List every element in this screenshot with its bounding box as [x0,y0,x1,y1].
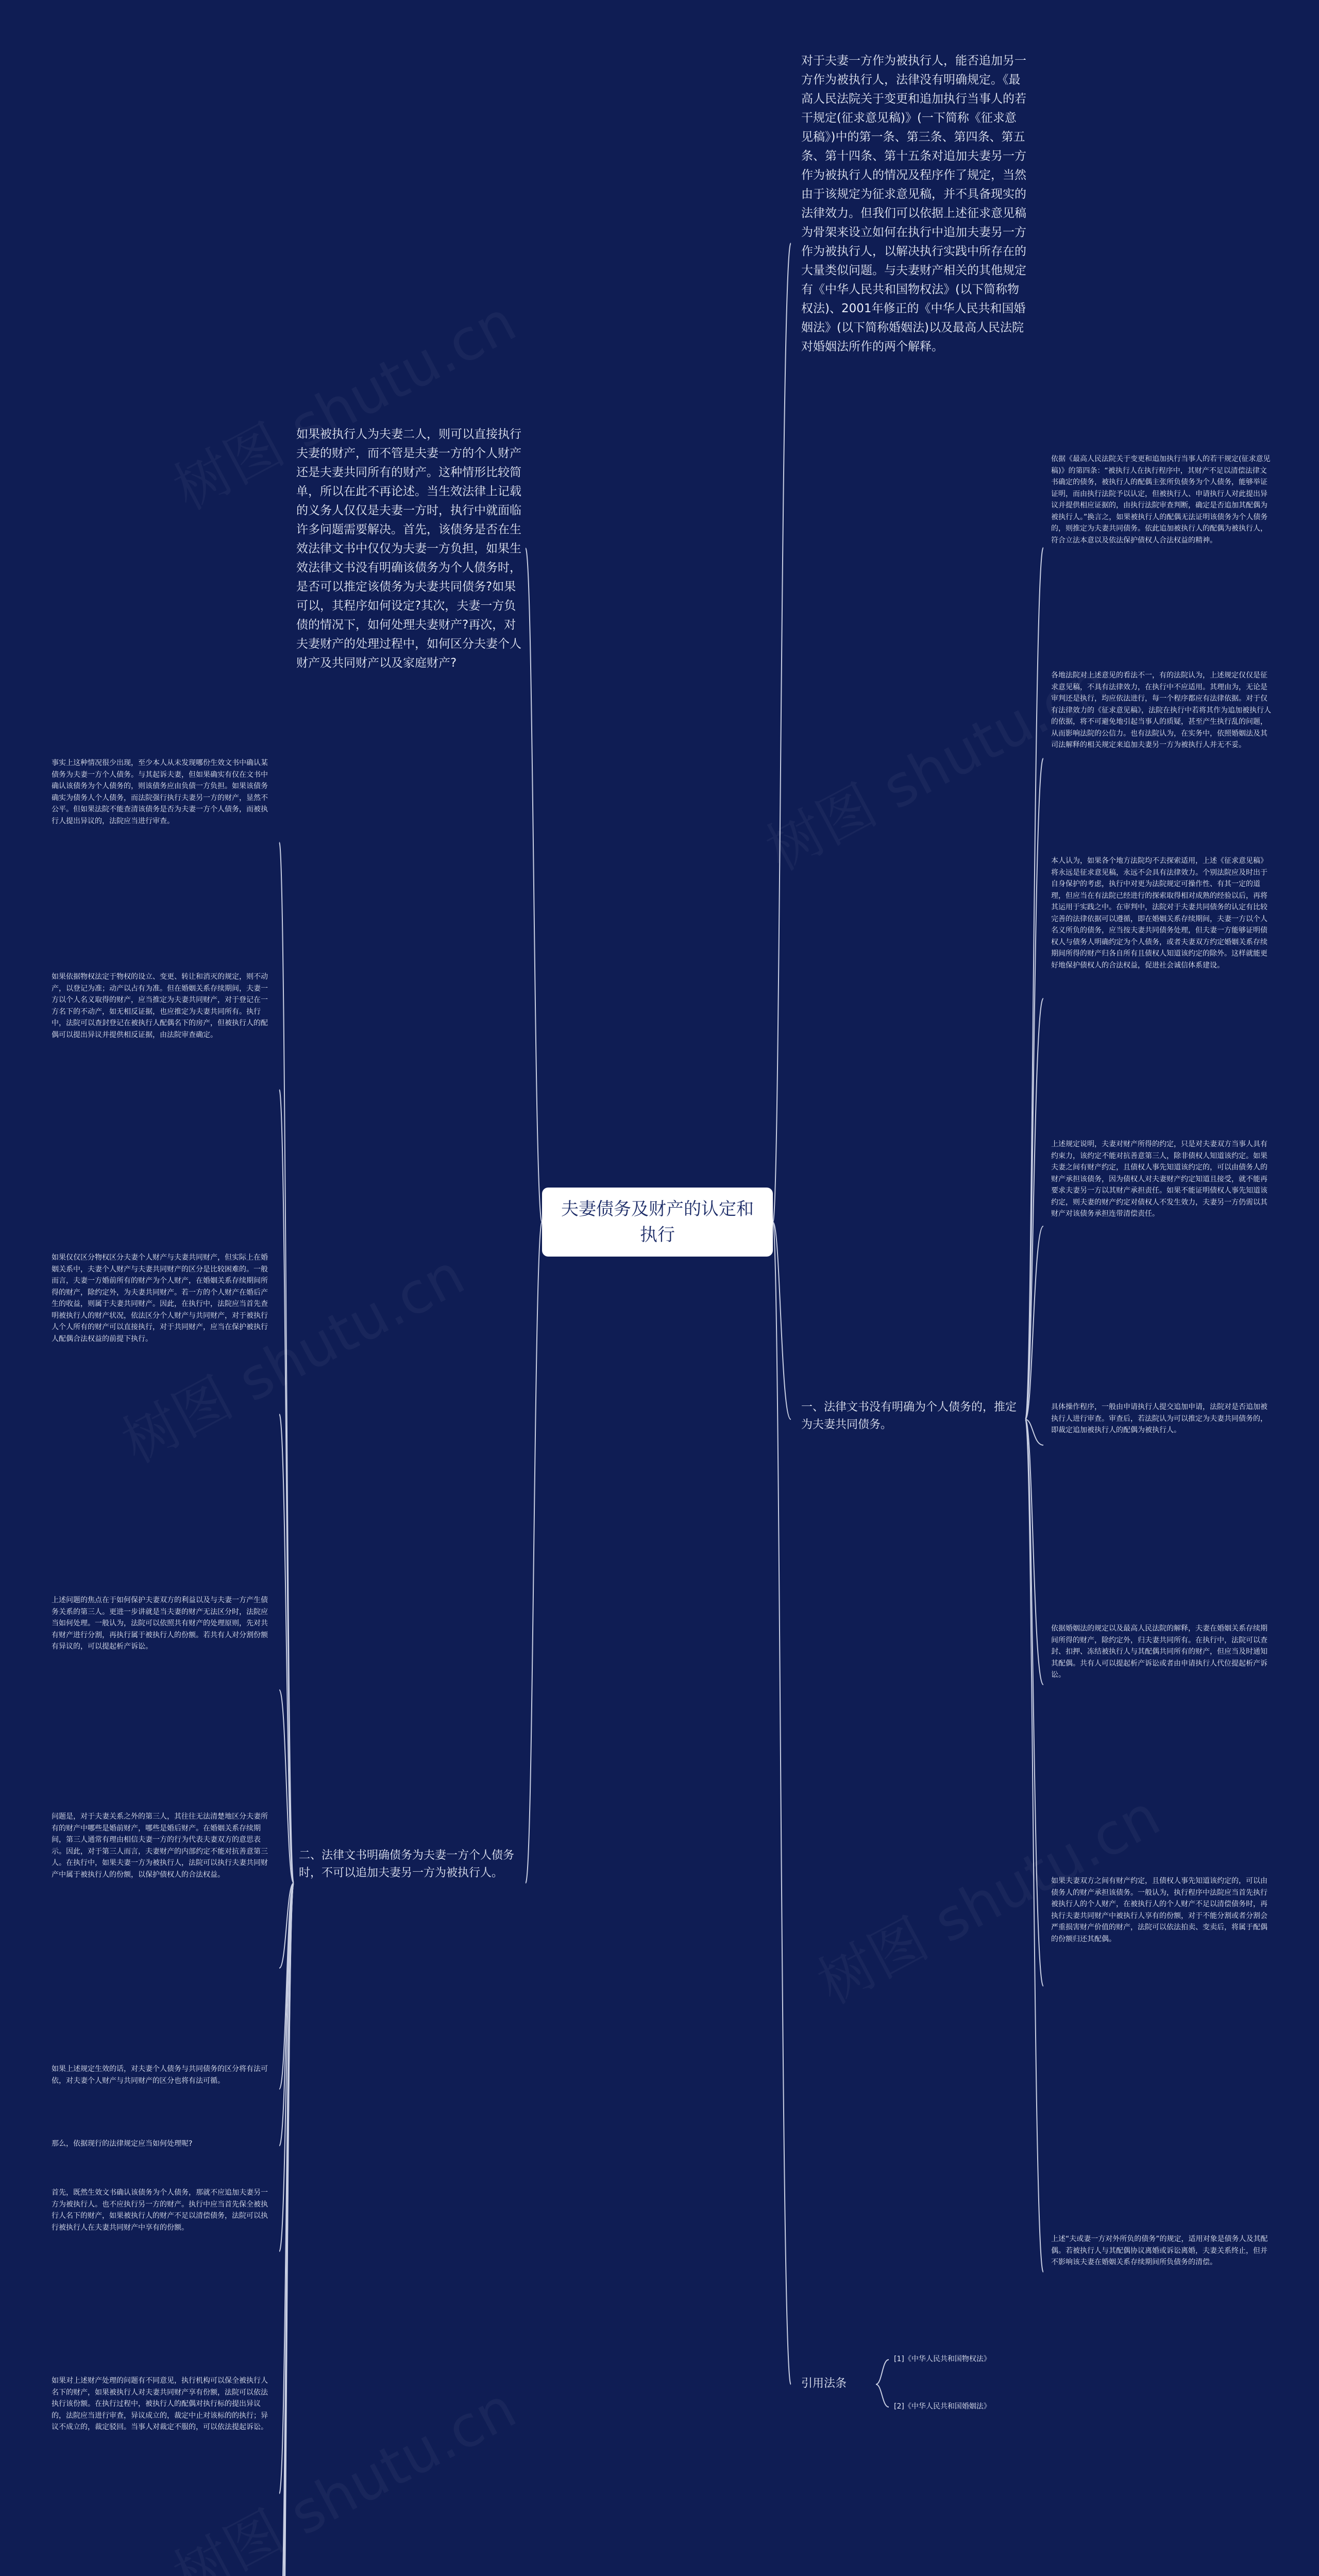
left-leaf: 事实上这种情况很少出现，至少本人从未发现哪份生效文书中确认某债务为夫妻一方个人债务。与其起诉夫妻，但如果确实有仅在文书中确认该债务为个人债务的，则该债务应由负债一方负担。如果该债务确实为债务人个人债务，而法院强行执行夫妻另一方的财产，显然不公平。但如果法院不能查清该债务是否为夫妻一方个人债务，而被执行人提出异议的，法院应当进行审查。 [52,759,268,825]
link-b2-i2 [876,2384,889,2407]
branch-1-paragraph: 上述规定说明，夫妻对财产所得的约定，只是对夫妻双方当事人具有约束力，该约定不能对抗善意第三人，除非债权人知道该约定。如果夫妻之间有财产约定，且债权人事先知道该约定的，可以由债务人的财产承担该债务，因为债权人对夫妻财产约定知道且接受，就不能再要求夫妻另一方以其财产承担责任。如果不能证明债权人事先知道该约定，则夫妻的财产约定对债权人不发生效力，夫妻另一方仍需以其财产对该债务承担连带清偿责任。 [1051,1140,1267,1218]
link-b1-p3 [1025,998,1043,1419]
link-root-branch2 [773,1222,791,2384]
link-b2-i1 [876,2360,889,2384]
left-leaf: 首先，既然生效文书确认该债务为个人债务，那就不应追加夫妻另一方为被执行人。也不应执行另一方的财产。执行中应当首先保全被执行人名下的财产，如果被执行人的财产不足以清偿债务，法院可以执行被执行人在夫妻共同财产中享有的份额。 [52,2189,268,2232]
link-b1-p1 [1025,548,1043,1419]
link-root-right-intro [773,243,791,1222]
reference-item: [1]《中华人民共和国物权法》 [894,2355,991,2363]
branch-1-label[interactable]: 一、法律文书没有明确为个人债务的，推定为夫妻共同债务。 [801,1401,1017,1431]
branch-1-paragraph: 上述“夫或妻一方对外所负的债务”的规定，适用对象是债务人及其配偶。若被执行人与其配偶协议离婚或诉讼离婚，夫妻关系终止，但并不影响该夫妻在婚姻关系存续期间所负债务的清偿。 [1051,2235,1268,2266]
branch-1-paragraph: 依据婚姻法的规定以及最高人民法院的解释，夫妻在婚姻关系存续期间所得的财产，除约定外，归夫妻共同所有。在执行中，法院可以查封、扣押、冻结被执行人与其配偶共同所有的财产，但应当及时通知其配偶。共有人可以提起析产诉讼或者由申请执行人代位提起析产诉讼。 [1051,1624,1267,1679]
branch-1-paragraph: 本人认为，如果各个地方法院均不去探索适用，上述《征求意见稿》将永远是征求意见稿，永远不会具有法律效力。个别法院应及时出于自身保护的考虑，执行中对更为法院规定可操作性、有其一定的道理，但应当在有法院已经进行的探索取得相对成熟的经验以后，再将其运用于实践之中。在审判中，法院对于夫妻共同债务的认定有比较完善的法律依据可以遵循，即在婚姻关系存续期间，夫妻一方以个人名义所负的债务，应当按夫妻共同债务处理，但夫妻一方能够证明债权人与债务人明确约定为个人债务，或者夫妻双方约定婚姻关系存续期间所得的财产归各自所有且债权人知道该约定的除外。这样就能更好地保护债权人的合法权益，促进社会诚信体系建设。 [1051,857,1267,970]
left-leaf: 问题是，对于夫妻关系之外的第三人，其往往无法清楚地区分夫妻所有的财产中哪些是婚前财产，哪些是婚后财产。在婚姻关系存续期间，第三人通常有理由相信夫妻一方的行为代表夫妻双方的意思表示。因此，对于第三人而言，夫妻财产的内部约定不能对抗善意第三人。在执行中，如果夫妻一方为被执行人，法院可以执行夫妻共同财产中属于被执行人的份额，以保护债权人的合法权益。 [52,1812,268,1879]
left-intro-text: 如果被执行人为夫妻二人，则可以直接执行夫妻的财产，而不管是夫妻一方的个人财产还是夫妻共同所有的财产。这种情形比较简单，所以在此不再论述。当生效法律上记载的义务人仅仅是夫妻一方时，执行中就面临许多问题需要解决。首先，该债务是否在生效法律文书中仅仅为夫妻一方负担，如果生效法律文书没有明确该债务为个人债务时，是否可以推定该债务为夫妻共同债务?如果可以，其程序如何设定?其次，夫妻一方负债的情况下，如何处理夫妻财产?再次，对夫妻财产的处理过程中，如何区分夫妻个人财产及共同财产以及家庭财产? [296,428,521,670]
branch-references-label[interactable]: 引用法条 [801,2377,847,2390]
left-leaf: 如果上述规定生效的话，对夫妻个人债务与共同债务的区分将有法可依，对夫妻个人财产与共同财产的区分也将有法可循。 [52,2065,268,2085]
left-leaf: 如果仅仅区分物权区分夫妻个人财产与夫妻共同财产，但实际上在婚姻关系中，夫妻个人财产与夫妻共同财产的区分是比较困难的。一般而言，夫妻一方婚前所有的财产为个人财产，在婚姻关系存续期间所得的财产，除约定外，为夫妻共同财产。若一方的个人财产在婚后产生的收益，则属于夫妻共同财产。因此，在执行中，法院应当首先查明被执行人的财产状况，依法区分个人财产与共同财产，对于被执行人个人所有的财产可以直接执行，对于共同财产，应当在保护被执行人配偶合法权益的前提下执行。 [52,1253,268,1343]
left-leaf: 如果对上述财产处理的问题有不同意见，执行机构可以保全被执行人名下的财产，如果被执行人对夫妻共同财产享有份额，法院可以依法执行该份额。在执行过程中，被执行人的配偶对执行标的提出异议的，法院应当进行审查，异议成立的，裁定中止对该标的的执行；异议不成立的，裁定驳回。当事人对裁定不服的，可以依法提起诉讼。 [52,2377,268,2431]
branch-1-paragraph: 具体操作程序，一般由申请执行人提交追加申请，法院对是否追加被执行人进行审查。审查后，若法院认为可以推定为夫妻共同债务的，即裁定追加被执行人的配偶为被执行人。 [1051,1403,1267,1434]
link-b1-p8 [1025,1419,1043,2272]
branch-1-paragraph: 依据《最高人民法院关于变更和追加执行当事人的若干规定(征求意见稿)》的第四条：“被执行人在执行程序中，其财产不足以清偿法律文书确定的债务，被执行人的配偶主张所负债务为个人债务，能够举证证明，而由执行法院予以认定，但被执行人、申请执行人对此提出异议并提供相应证据的，由执行法院审查判断，确定是否追加其配偶为被执行人。”换言之，如果被执行人的配偶无法证明该债务为个人债务的，则推定为夫妻共同债务。依此追加被执行人的配偶为被执行人，符合立法本意以及依法保护债权人合法权益的精神。 [1051,455,1271,545]
left-leaf: 如果依据物权法定于物权的设立、变更、转让和消灭的规定，则不动产，以登记为准；动产以占有为准。但在婚姻关系存续期间，夫妻一方以个人名义取得的财产，应当推定为夫妻共同财产，对于登记在一方名下的不动产，如无相反证据，也应推定为夫妻共同所有。执行中，法院可以查封登记在被执行人配偶名下的房产，但被执行人的配偶可以提出异议并提供相反证据，由法院审查确定。 [52,973,268,1039]
link-root-left-intro [526,548,542,1222]
right-intro-text: 对于夫妻一方作为被执行人，能否追加另一方作为被执行人，法律没有明确规定。《最高人民法院关于变更和追加执行当事人的若干规定(征求意见稿)》(一下简称《征求意见稿》)中的第一条、第三条、第四条、第五条、第十四条、第十五条对追加夫妻另一方作为被执行人的情况及程序作了规定，当然由于该规定为征求意见稿，并不具备现实的法律效力。但我们可以依据上述征求意见稿为骨架来设立如何在执行中追加夫妻另一方作为被执行人，以解决执行实践中所存在的大量类似问题。与夫妻财产相关的其他规定有《中华人民共和国物权法》(以下简称物权法)、2001年修正的《中华人民共和国婚姻法》(以下简称婚姻法)以及最高人民法院对婚姻法所作的两个解释。 [801,54,1026,353]
branch-2-label[interactable]: 二、法律文书明确债务为夫妻一方个人债务时，不可以追加夫妻另一方为被执行人。 [299,1849,515,1879]
link-root-branch1 [773,1222,791,1419]
link-l2-leaf2 [279,1090,294,1883]
branch-1-paragraph: 如果夫妻双方之间有财产约定，且债权人事先知道该约定的，可以由债务人的财产承担该债务。一般认为，执行程序中法院应当首先执行被执行人的个人财产，在被执行人的个人财产不足以清偿债务时，再执行夫妻共同财产中被执行人享有的份额，对于不能分割或者分割会严重损害财产价值的财产，法院可以依法拍卖、变卖后，将属于配偶的份额归还其配偶。 [1051,1877,1267,1943]
left-leaf: 那么，依据现行的法律规定应当如何处理呢? [52,2140,193,2148]
root-node[interactable]: 夫妻债务及财产的认定和执行 [542,1188,773,1257]
left-leaf: 上述问题的焦点在于如何保护夫妻双方的利益以及与夫妻一方产生债务关系的第三人。更进一步讲就是当夫妻的财产无法区分时，法院应当如何处理。一般认为，法院可以依照共有财产的处理原则，先对共有财产进行分割，再执行属于被执行人的份额。若共有人对分割份额有异议的，可以提起析产诉讼。 [52,1596,268,1651]
link-l2-leaf1 [279,842,294,1883]
branch-1-paragraph: 各地法院对上述意见的看法不一，有的法院认为，上述规定仅仅是征求意见稿，不具有法律效力，在执行中不应适用。其理由为，无论是审判还是执行，均应依法进行，每一个程序都应有法律依据。对于仅有法律效力的《征求意见稿》，法院在执行中若将其作为追加被执行人的依据，将不可避免地引起当事人的质疑，甚至产生执行乱的问题，从而影响法院的公信力。也有法院认为，在实务中，依照婚姻法及其司法解释的相关规定来追加夫妻另一方为被执行人并无不妥。 [1051,671,1271,749]
reference-item: [2]《中华人民共和国婚姻法》 [894,2402,991,2411]
link-root-left-branch2 [526,1222,542,1883]
